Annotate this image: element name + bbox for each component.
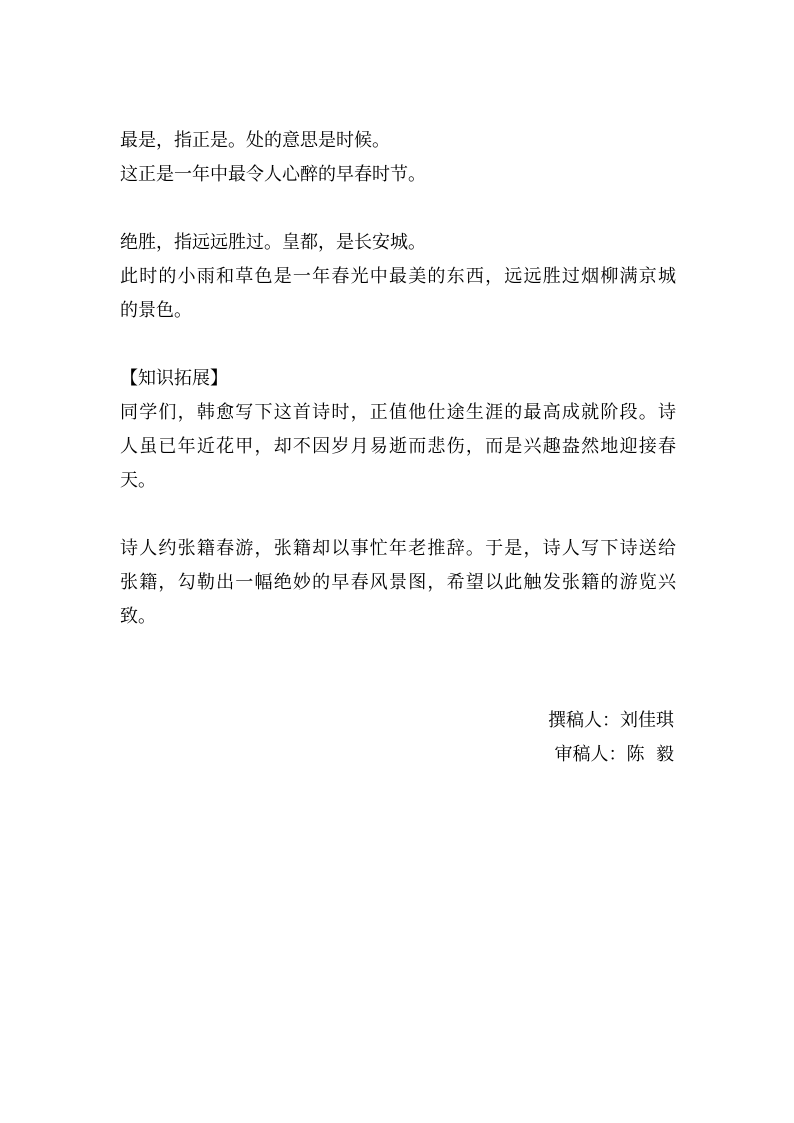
text-line: 的景色。	[120, 300, 192, 321]
text-line: 同学们，韩愈写下这首诗时，正值他仕途生涯的最高成就阶段。诗	[120, 402, 676, 423]
text-line: 最是，指正是。处的意思是时候。	[120, 130, 390, 151]
paragraph-spacer	[120, 192, 676, 226]
text-line: 人虽已年近花甲，却不因岁月易逝而悲伤，而是兴趣盎然地迎接春	[120, 436, 676, 457]
document-body	[120, 124, 676, 634]
text-line: 张籍，勾勒出一幅绝妙的早春风景图，希望以此触发张籍的游览兴	[120, 572, 676, 593]
text-line: 致。	[120, 606, 156, 627]
author-credit: 撰稿人：刘佳琪	[548, 710, 674, 731]
paragraph-explanation-1	[120, 124, 676, 192]
paragraph-spacer	[120, 328, 676, 362]
text-line: 天。	[120, 470, 156, 491]
text-line: 此时的小雨和草色是一年春光中最美的东西，远远胜过烟柳满京城	[120, 266, 676, 287]
text-line: 诗人约张籍春游，张籍却以事忙年老推辞。于是，诗人写下诗送给	[120, 538, 676, 559]
text-line: 这正是一年中最令人心醉的早春时节。	[120, 164, 426, 185]
reviewer-credit: 审稿人：陈 毅	[554, 744, 674, 765]
paragraph-explanation-2	[120, 226, 676, 328]
paragraph-background	[120, 532, 676, 634]
section-heading: 【知识拓展】	[120, 368, 228, 389]
text-line: 绝胜，指远远胜过。皇都，是长安城。	[120, 232, 426, 253]
paragraph-spacer	[120, 498, 676, 532]
knowledge-extension-section	[120, 362, 676, 498]
signature-block	[548, 704, 674, 772]
